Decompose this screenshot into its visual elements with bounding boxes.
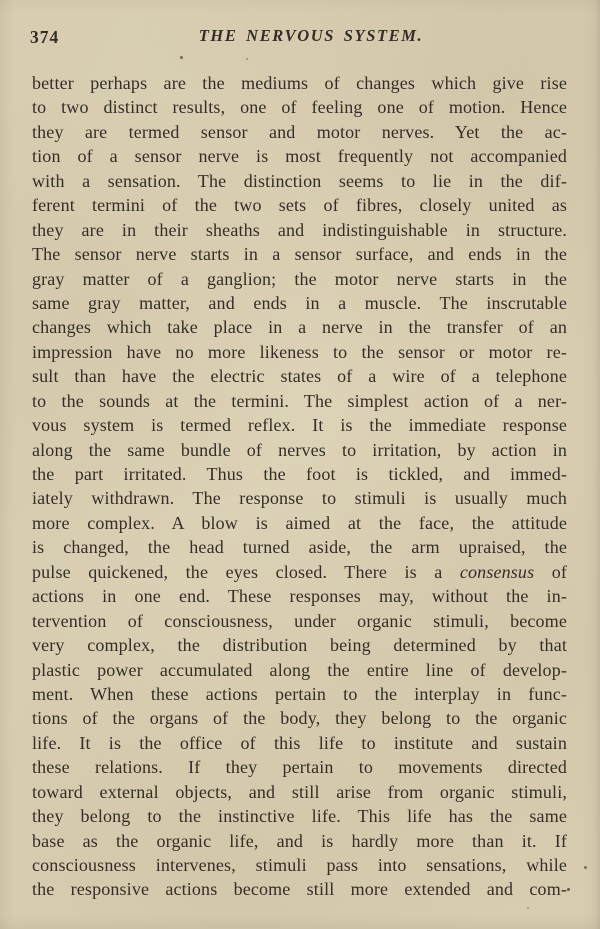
text-line: actions in one end. These responses may, without the in- bbox=[32, 586, 567, 607]
text-line: base as the organic life, and is hardly more than it. If bbox=[32, 830, 567, 851]
text-line: the part irritated. Thus the foot is tickled, and immed- bbox=[32, 464, 567, 484]
paper-speck bbox=[246, 58, 248, 60]
text-line: tervention of consciousness, under organic stimuli, become bbox=[32, 610, 567, 631]
text-line: iately withdrawn. The response to stimuli is usually much bbox=[32, 488, 567, 509]
text-segment: pulse quickened, the eyes closed. There is a bbox=[32, 561, 460, 582]
text-line: sult than have the electric states of a wire of a telephone bbox=[32, 366, 567, 387]
text-line: vous system is termed reflex. It is the immediate response bbox=[32, 415, 567, 436]
paper-speck bbox=[567, 888, 570, 891]
text-segment: of bbox=[534, 561, 567, 582]
text-line: The sensor nerve starts in a sensor surface, and ends in the bbox=[32, 244, 567, 265]
text-line: toward external objects, and still arise from organic stimuli, bbox=[32, 781, 567, 802]
text-line-with-italic bbox=[32, 560, 567, 584]
text-line: very complex, the distribution being determined by that bbox=[32, 635, 567, 656]
text-line: ferent termini of the two sets of fibres, closely united as bbox=[32, 195, 567, 216]
text-line: better perhaps are the mediums of changes which give rise bbox=[32, 73, 567, 93]
page-number: 374 bbox=[30, 27, 60, 47]
body-text bbox=[32, 71, 567, 902]
text-line: same gray matter, and ends in a muscle. The inscrutable bbox=[32, 292, 567, 313]
text-line: to two distinct results, one of feeling one of motion. Hence bbox=[32, 97, 567, 118]
text-line: changes which take place in a nerve in the transfer of an bbox=[32, 317, 567, 338]
text-line: life. It is the office of this life to institute and sustain bbox=[32, 732, 567, 753]
text-line: they are termed sensor and motor nerves. Yet the ac- bbox=[32, 121, 567, 142]
text-line: impression have no more likeness to the sensor or motor re- bbox=[32, 341, 567, 362]
text-line: plastic power accumulated along the entire line of develop- bbox=[32, 659, 567, 680]
text-line: these relations. If they pertain to movements directed bbox=[32, 757, 567, 778]
text-line: more complex. A blow is aimed at the face, the attitude bbox=[32, 512, 567, 533]
paper-speck bbox=[180, 56, 183, 59]
text-line: with a sensation. The distinction seems to lie in the dif- bbox=[32, 170, 567, 191]
page-header bbox=[0, 26, 600, 50]
text-line: along the same bundle of nerves to irritation, by action in bbox=[32, 439, 567, 460]
text-line: they are in their sheaths and indistinguishable in structure. bbox=[32, 219, 567, 240]
italic-word: consensus bbox=[459, 561, 535, 582]
text-line: ment. When these actions pertain to the interplay in func- bbox=[32, 683, 567, 704]
text-line: gray matter of a ganglion; the motor nerve starts in the bbox=[32, 268, 567, 289]
paper-speck bbox=[584, 866, 587, 869]
text-line: consciousness intervenes, stimuli pass into sensations, while bbox=[32, 855, 567, 875]
text-line: the responsive actions become still more extended and com- bbox=[32, 879, 567, 900]
text-line: tions of the organs of the body, they belong to the organic bbox=[32, 708, 567, 729]
paper-speck bbox=[527, 907, 529, 909]
text-line: is changed, the head turned aside, the arm upraised, the bbox=[32, 537, 567, 558]
text-line: tion of a sensor nerve is most frequently not accompanied bbox=[32, 146, 567, 167]
text-line: they belong to the instinctive life. This life has the same bbox=[32, 806, 567, 827]
running-title: THE NERVOUS SYSTEM. bbox=[198, 26, 424, 45]
text-line: to the sounds at the termini. The simplest action of a ner- bbox=[32, 390, 567, 411]
